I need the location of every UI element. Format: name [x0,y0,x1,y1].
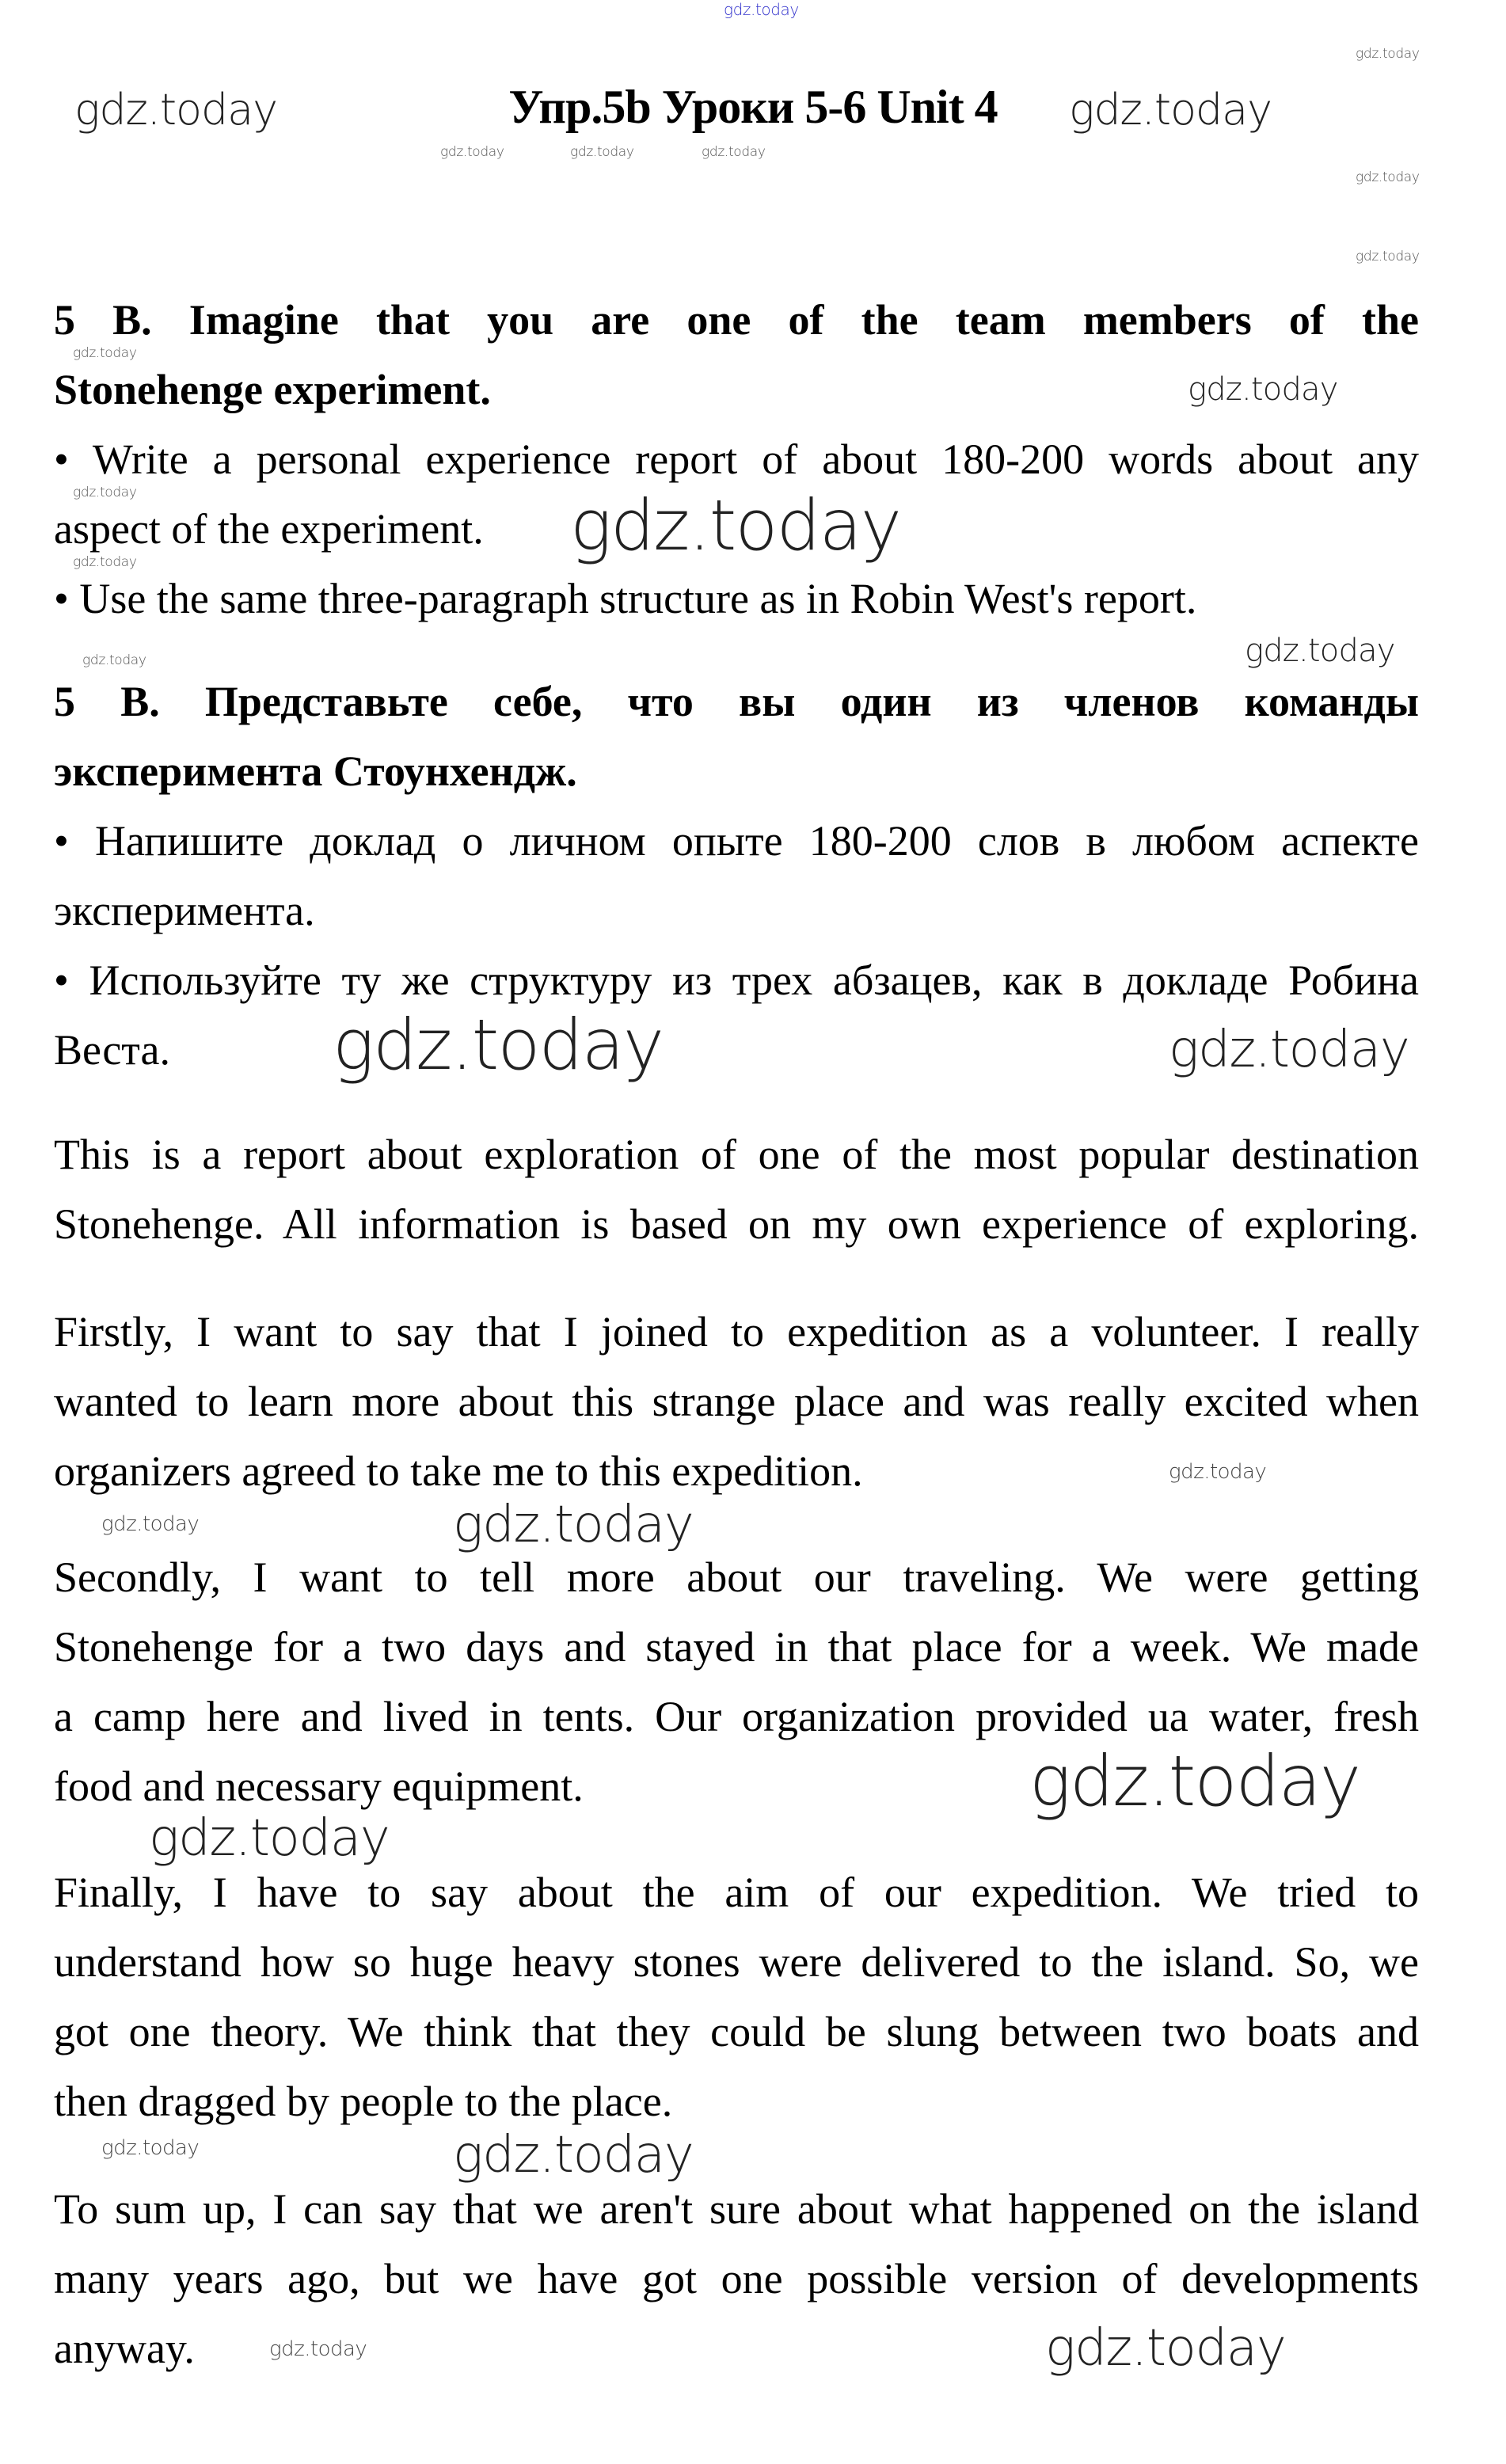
watermark: gdz.today [1356,46,1420,62]
page-title: Упр.5b Уроки 5-6 Unit 4 [508,81,998,133]
watermark: gdz.today [1045,2319,1286,2378]
text-line: a camp here and lived in tents. Our organization provided ua water, fresh [54,1693,1419,1740]
text-line: then dragged by people to the place. [54,2078,673,2125]
answer-paragraph-finally [54,1867,1419,2146]
task-line: Веста. [54,1026,171,1074]
watermark: gdz.today [453,2126,694,2185]
watermark: gdz.today [1245,633,1395,669]
task-english [54,295,1419,643]
watermark: gdz.today [73,345,137,361]
task-line: aspect of the experiment. [54,505,484,553]
task-line: 5 B. Imagine that you are one of the team members of the [54,296,1419,344]
text-line: got one theory. We think that they could be slung between two boats and [54,2008,1419,2055]
watermark: gdz.today [73,485,137,500]
text-line: food and necessary equipment. [54,1762,584,1810]
watermark: gdz.today [1169,1021,1409,1079]
text-line: many years ago, but we have got one possible version of developments [54,2255,1419,2302]
text-line: Stonehenge for a two days and stayed in that place for a week. We made [54,1623,1419,1671]
task-line: 5 В. Представьте себе, что вы один из членов команды [54,678,1419,725]
task-line: эксперимента. [54,887,315,934]
task-line: эксперимента Стоунхендж. [54,747,577,795]
text-line: Stonehenge. All information is based on my own experience of exploring. [54,1200,1419,1248]
watermark: gdz.today [570,485,901,566]
watermark: gdz.today [1356,249,1420,264]
text-line: Finally, I have to say about the aim of our expedition. We tried to [54,1869,1419,1916]
watermark: gdz.today [570,144,634,160]
text-line: wanted to learn more about this strange place and was really excited when [54,1378,1419,1425]
watermark: gdz.today [82,652,146,668]
watermark: gdz.today [101,2136,200,2160]
answer-paragraph-firstly [54,1306,1419,1515]
text-line: Firstly, I want to say that I joined to expedition as a volunteer. I really [54,1308,1419,1356]
watermark: gdz.today [333,1004,664,1086]
watermark: gdz.today [453,1496,694,1554]
watermark: gdz.today [269,2337,367,2361]
watermark: gdz.today [724,0,799,19]
watermark: gdz.today [702,144,766,160]
task-line: • Напишите доклад о личном опыте 180-200 слов в любом аспекте [54,817,1419,865]
watermark: gdz.today [74,85,278,135]
watermark: gdz.today [440,144,504,160]
text-line: Secondly, I want to tell more about our traveling. We were getting [54,1553,1419,1601]
task-line: Stonehenge experiment. [54,366,491,413]
watermark: gdz.today [101,1512,200,1536]
watermark: gdz.today [1169,1460,1267,1484]
answer-paragraph-intro [54,1129,1419,1268]
task-line: • Write a personal experience report of about 180-200 words about any [54,435,1419,483]
text-line: anyway. [54,2325,195,2372]
watermark: gdz.today [1188,371,1338,408]
text-line: This is a report about exploration of one of the most popular destination [54,1131,1419,1178]
watermark: gdz.today [1069,85,1272,135]
task-line: • Используйте ту же структуру из трех абзацев, как в докладе Робина [54,956,1419,1004]
text-line: organizers agreed to take me to this expedition. [54,1447,863,1495]
task-line: • Use the same three-paragraph structure as in Robin West's report. [54,575,1197,622]
watermark: gdz.today [149,1809,390,1868]
text-line: To sum up, I can say that we aren't sure about what happened on the island [54,2185,1419,2233]
watermark: gdz.today [1029,1740,1360,1822]
watermark: gdz.today [73,554,137,570]
text-line: understand how so huge heavy stones were delivered to the island. So, we [54,1938,1419,1986]
watermark: gdz.today [1356,169,1420,185]
